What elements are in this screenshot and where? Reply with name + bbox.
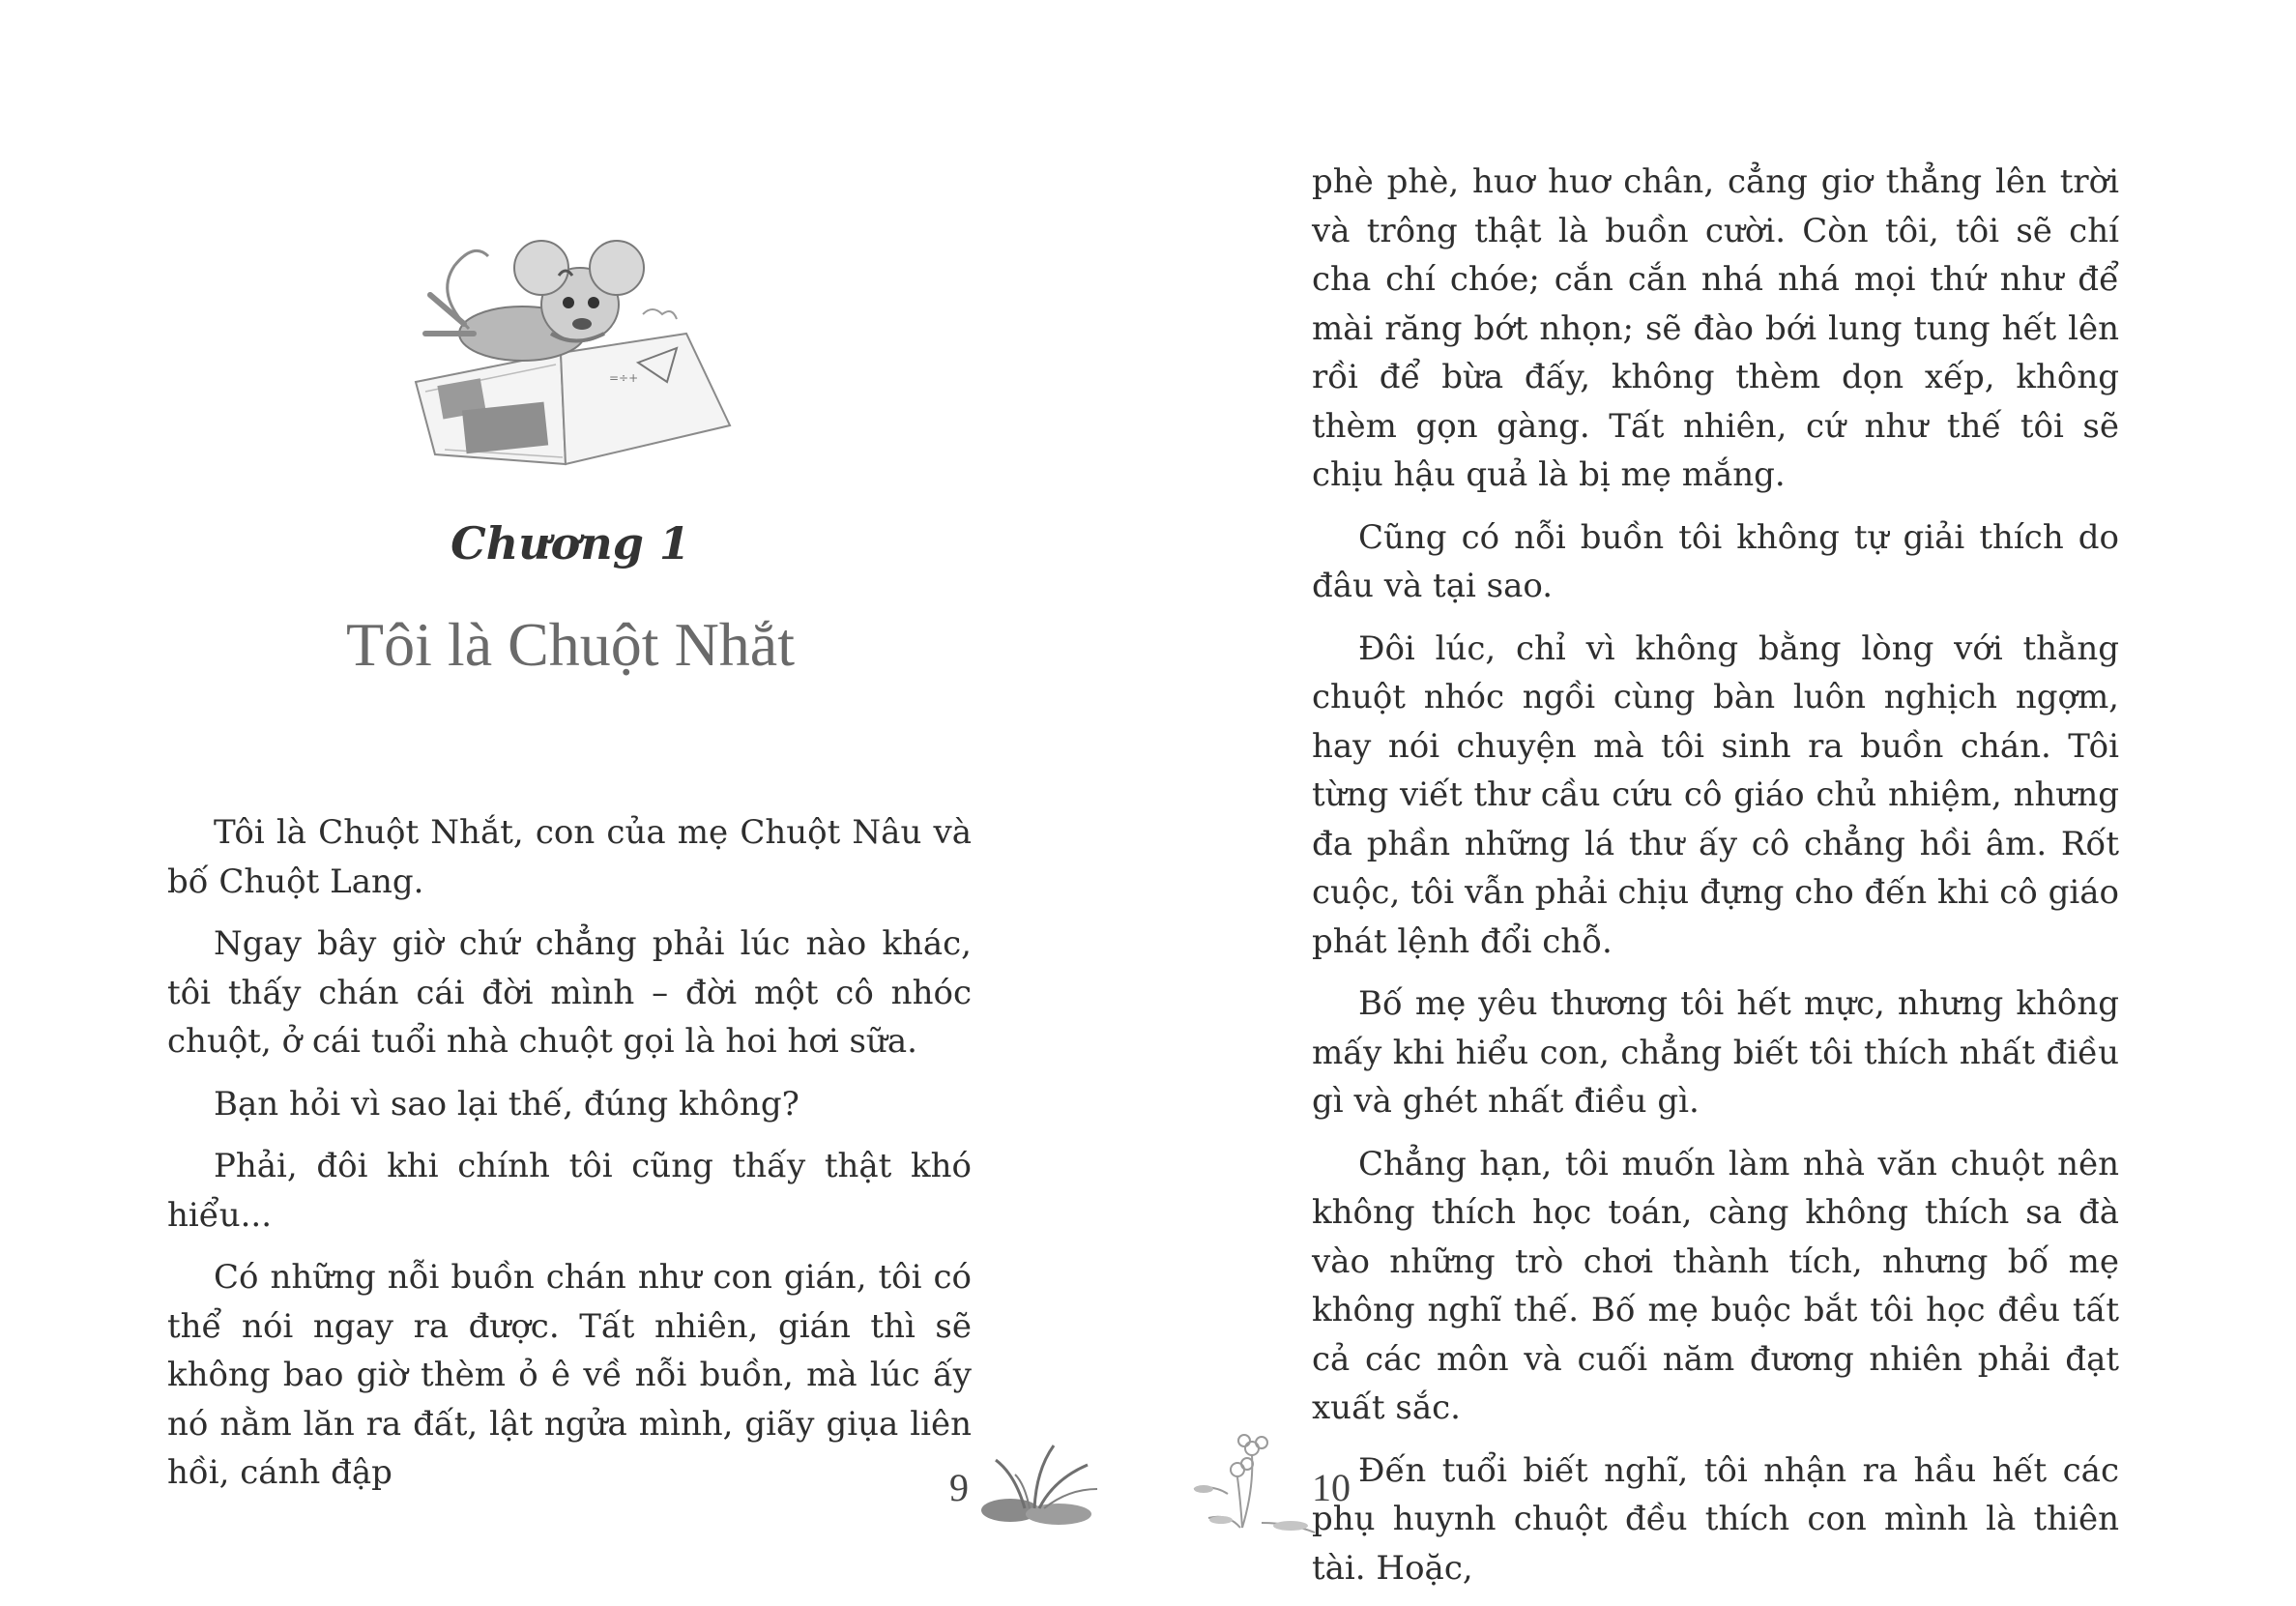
chapter-title: Tôi là Chuột Nhắt xyxy=(346,610,795,679)
paragraph: Đến tuổi biết nghĩ, tôi nhận ra hầu hết các phụ huynh chuột đều thích con mình là thiên tài. Hoặc, xyxy=(1312,1450,2119,1588)
right-page xyxy=(1148,0,2296,1591)
paragraph: Có những nỗi buồn chán như con gián, tôi có thể nói ngay ra được. Tất nhiên, gián thì sẽ không bao giờ thèm ỏ ê về nỗi buồn, mà lúc ấy nó nằm lăn ra đất, lật ngửa mình, giãy giụa liên hồi, cánh đập xyxy=(167,1258,972,1492)
paragraph: Bạn hỏi vì sao lại thế, đúng không? xyxy=(214,1084,799,1124)
paragraph: Bố mẹ yêu thương tôi hết mực, nhưng không mấy khi hiểu con, chẳng biết tôi thích nhất điều gì và ghét nhất điều gì. xyxy=(1312,984,2119,1121)
left-page xyxy=(0,0,1148,1591)
svg-text:=÷+: =÷+ xyxy=(609,371,639,385)
page-number-right: 10 xyxy=(1312,1466,1351,1509)
flower-ornament-icon xyxy=(1184,1431,1320,1547)
right-page-body xyxy=(1312,158,2119,1606)
paragraph: Ngay bây giờ chứ chẳng phải lúc nào khác, tôi thấy chán cái đời mình – đời một cô nhóc chuột, ở cái tuổi nhà chuột gọi là hoi hơi sữa. xyxy=(167,924,972,1061)
grass-ornament-icon xyxy=(976,1441,1102,1528)
chapter-label: Chương 1 xyxy=(450,517,690,569)
paragraph: phè phè, huơ huơ chân, cẳng giơ thẳng lên trời và trông thật là buồn cười. Còn tôi, tôi sẽ chí cha chí chóe; cắn cắn nhá nhá mọi thứ như để mài răng bớt nhọn; sẽ đào bới lung tung hết lên rồi để bừa đấy, không thèm dọn xếp, không thèm gọn gàng. Tất nhiên, cứ như thế tôi sẽ chịu hậu quả là bị mẹ mắng. xyxy=(1312,162,2119,494)
page-number-left: 9 xyxy=(949,1466,969,1509)
paragraph: Tôi là Chuột Nhắt, con của mẹ Chuột Nâu và bố Chuột Lang. xyxy=(167,813,972,901)
left-page-body xyxy=(167,808,972,1511)
paragraph: Phải, đôi khi chính tôi cũng thấy thật khó hiểu... xyxy=(167,1147,972,1235)
paragraph: Đôi lúc, chỉ vì không bằng lòng với thằng chuột nhóc ngồi cùng bàn luôn nghịch ngợm, hay nói chuyện mà tôi sinh ra buồn chán. Tôi từng viết thư cầu cứu cô giáo chủ nhiệm, nhưng đa phần những lá thư ấy cô chẳng hồi âm. Rốt cuộc, tôi vẫn phải chịu đựng cho đến khi cô giáo phát lệnh đổi chỗ. xyxy=(1312,628,2119,961)
paragraph: Cũng có nỗi buồn tôi không tự giải thích do đâu và tại sao. xyxy=(1312,517,2119,605)
mouse-reading-book-illustration xyxy=(396,237,744,479)
paragraph: Chẳng hạn, tôi muốn làm nhà văn chuột nên không thích học toán, càng không thích sa đà vào những trò chơi thành tích, nhưng bố mẹ không nghĩ thế. Bố mẹ buộc bắt tôi học đều tất cả các môn và cuối năm đương nhiên phải đạt xuất sắc. xyxy=(1312,1144,2119,1427)
